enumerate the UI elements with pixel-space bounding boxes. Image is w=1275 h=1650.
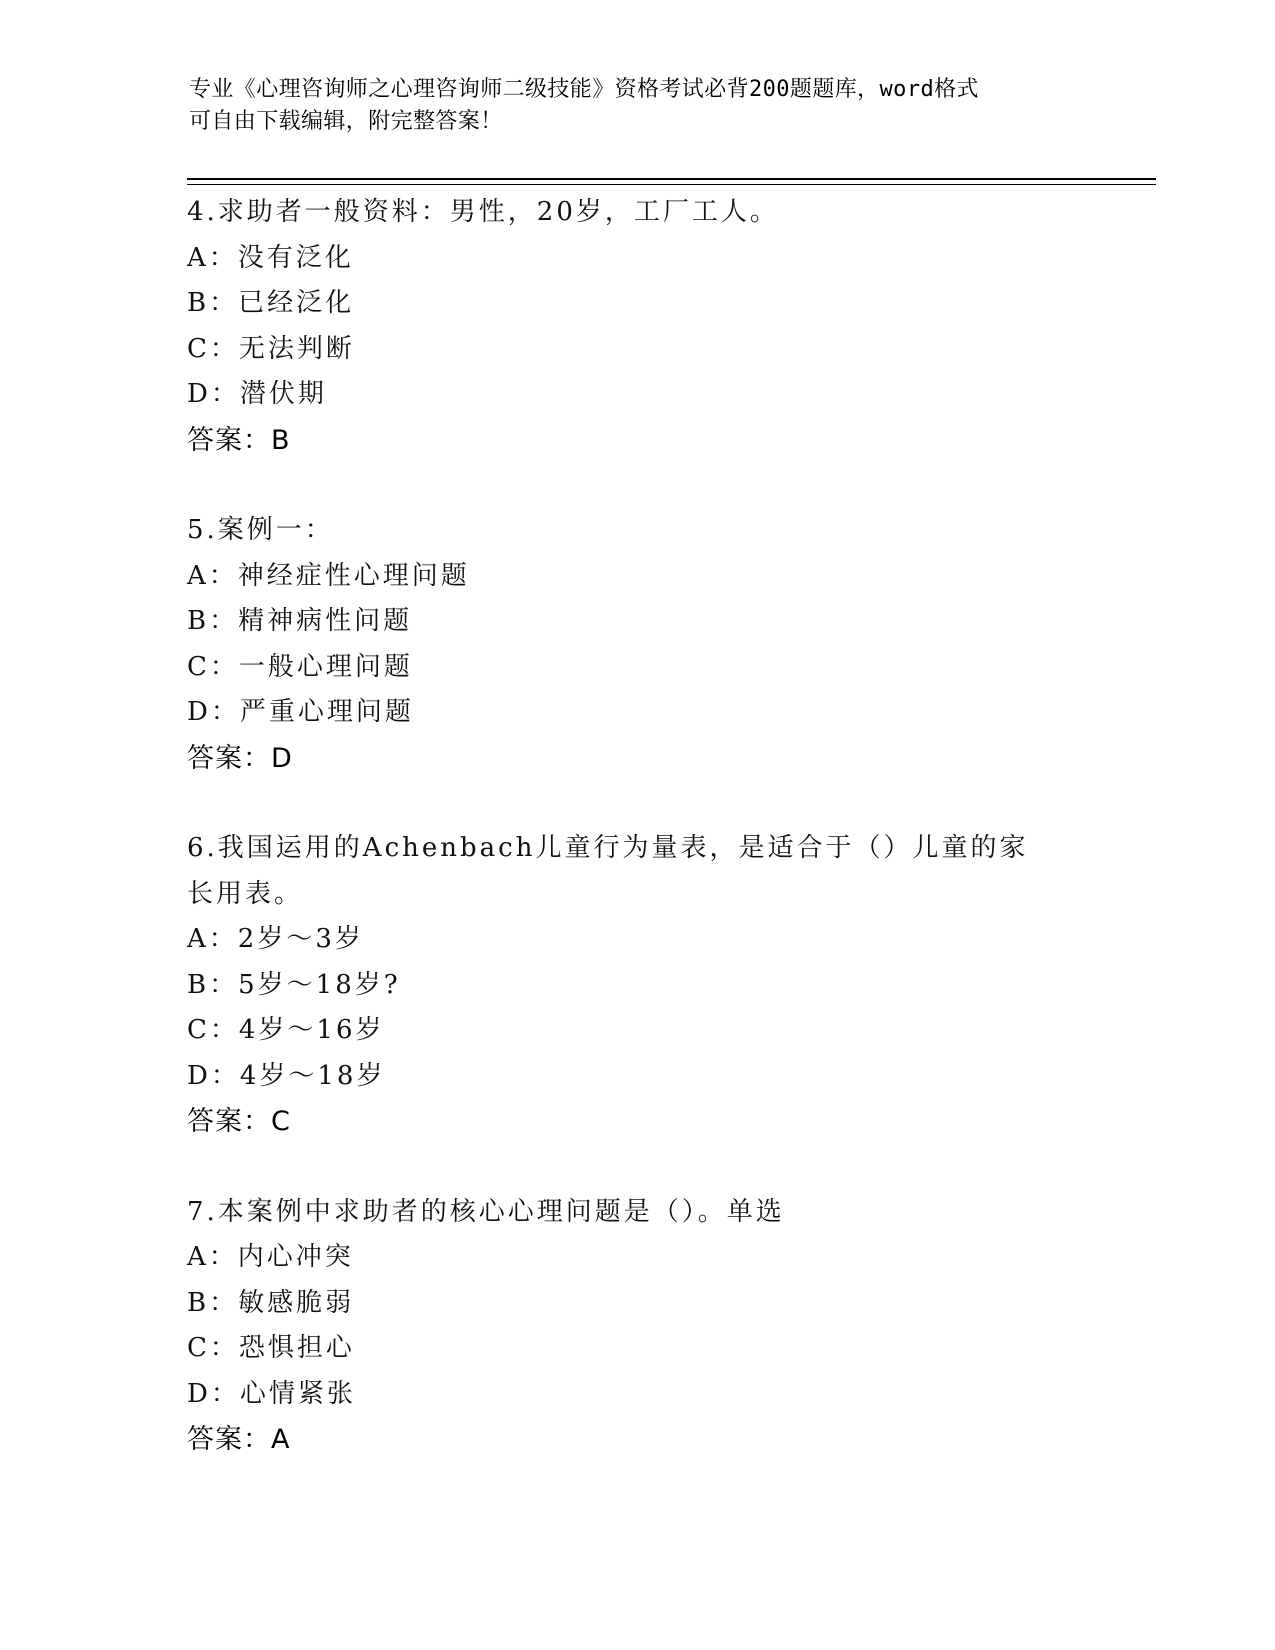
option-d: D：严重心理问题: [187, 697, 414, 727]
spacer: [187, 781, 1087, 826]
question-stem: 5.案例一：: [187, 515, 334, 545]
spacer: [187, 1145, 1087, 1190]
option-b: B：精神病性问题: [187, 606, 413, 636]
question-6: [187, 826, 1087, 1145]
option-d: D：潜伏期: [187, 379, 327, 409]
option-b: B：5岁～18岁?: [187, 969, 401, 1000]
option-b: B：敏感脆弱: [187, 1287, 355, 1318]
question-4: [187, 190, 1087, 463]
option-c: C：一般心理问题: [187, 651, 413, 682]
option-a: A：内心冲突: [187, 1242, 354, 1272]
question-list: [187, 190, 1087, 1463]
question-stem: 6.我国运用的Achenbach儿童行为量表，是适合于（）儿童的家长用表。: [187, 833, 1029, 909]
question-stem: 4.求助者一般资料：男性，20岁，工厂工人。: [187, 197, 779, 227]
question-7: [187, 1190, 1087, 1463]
header-line-1: 专业《心理咨询师之心理咨询师二级技能》资格考试必背200题题库，word格式: [189, 77, 979, 102]
option-c: C：4岁～16岁: [187, 1015, 385, 1045]
option-d: D：心情紧张: [187, 1378, 356, 1409]
option-a: A：2岁～3岁: [187, 924, 364, 954]
document-header: [189, 74, 1089, 138]
answer-line: 答案：A: [187, 1424, 291, 1455]
question-stem: 7.本案例中求助者的核心心理问题是（）。单选: [187, 1196, 785, 1227]
answer-line: 答案：C: [187, 1106, 291, 1137]
header-divider-thin: [187, 184, 1156, 185]
option-c: C：无法判断: [187, 333, 355, 364]
spacer: [187, 463, 1087, 508]
option-a: A：没有泛化: [187, 242, 354, 273]
answer-line: 答案：D: [187, 742, 293, 774]
header-divider-thick: [187, 178, 1156, 180]
header-line-2: 可自由下载编辑，附完整答案！: [189, 109, 503, 134]
option-d: D：4岁～18岁: [187, 1060, 386, 1091]
answer-line: 答案：B: [187, 424, 291, 456]
question-5: [187, 508, 1087, 781]
option-a: A：神经症性心理问题: [187, 560, 470, 591]
option-b: B：已经泛化: [187, 288, 355, 318]
option-c: C：恐惧担心: [187, 1333, 355, 1363]
